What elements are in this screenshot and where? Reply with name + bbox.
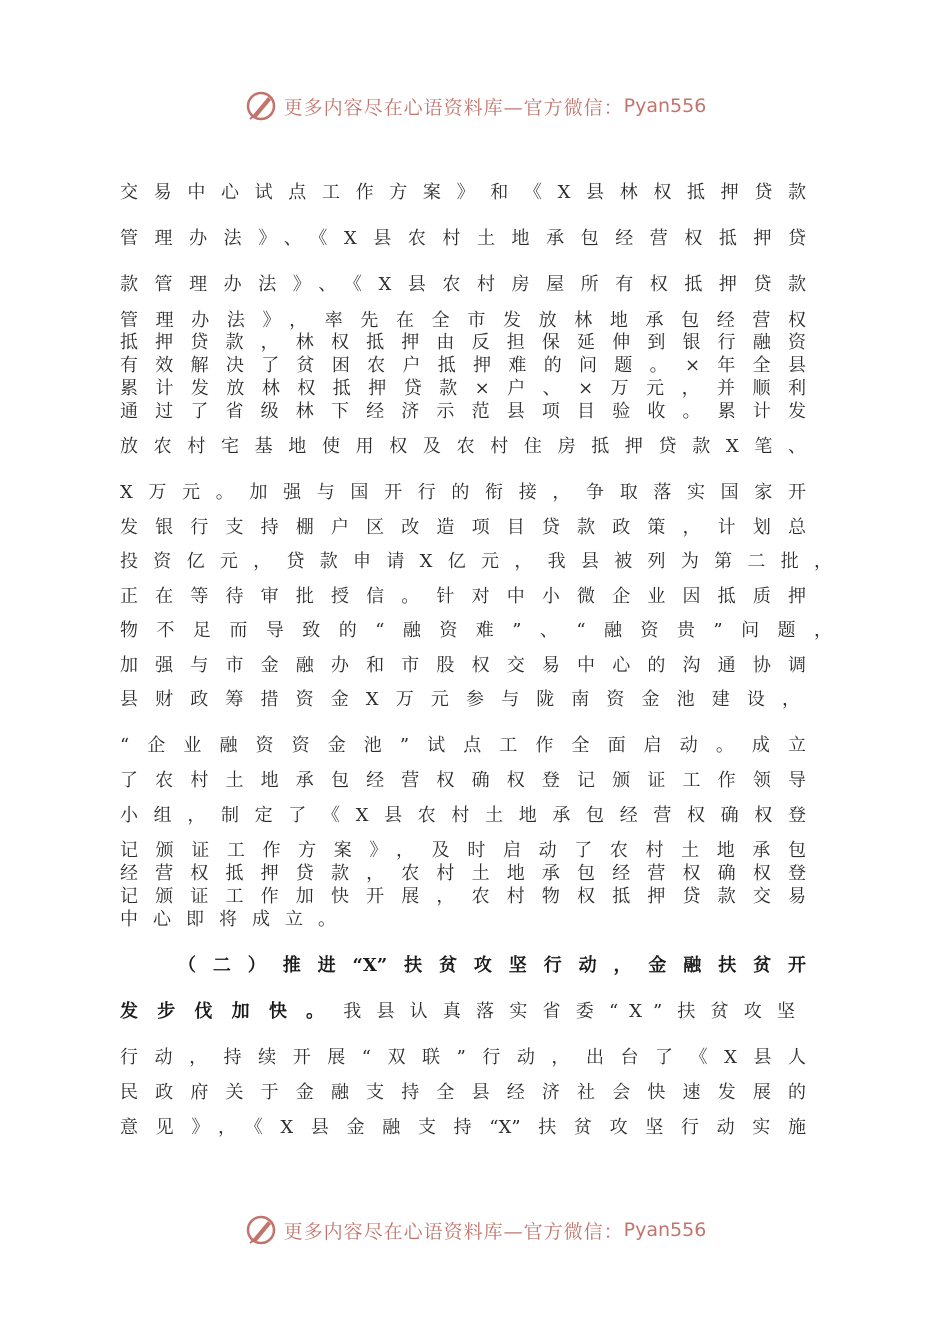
pen-logo-icon (244, 1213, 278, 1247)
text-line: 行动，持续开展“双联”行动，出台了《X县人 (120, 1047, 806, 1068)
heading-bold-tail: 发步伐加快。 (120, 1001, 344, 1022)
text-line: 交易中心试点工作方案》和《X县林权抵押贷款 (120, 182, 806, 203)
header-wechat-id: Pyan556 (623, 95, 707, 117)
text-line: 加强与市金融办和市股权交易中心的沟通协调 (120, 655, 806, 676)
text-line: 经营权抵押贷款，农村土地承包经营权确权登 (120, 863, 806, 884)
pen-logo-icon (244, 89, 278, 123)
text-line: “企业融资资金池”试点工作全面启动。成立 (120, 735, 806, 756)
text-line: 放农村宅基地使用权及农村住房抵押贷款X笔、 (120, 436, 806, 457)
header-banner (0, 86, 950, 126)
text-line: 正在等待审批授信。针对中小微企业因抵质押 (120, 586, 806, 607)
text-line: 县财政筹措资金X万元参与陇南资金池建设， (120, 689, 800, 710)
text-line: 记颁证工作加快开展，农村物权抵押贷款交易 (120, 886, 806, 907)
text-line: 中心即将成立。 (120, 909, 351, 930)
footer-banner-text: 更多内容尽在心语资料库—官方微信： (283, 1220, 624, 1243)
text-line: 管理办法》，率先在全市发放林地承包经营权 (120, 310, 806, 331)
text-line: X万元。加强与国开行的衔接，争取落实国家开 (120, 482, 806, 503)
text-line: 通过了省级林下经济示范县项目验收。累计发 (120, 401, 806, 422)
text-line: 款管理办法》、《X县农村房屋所有权抵押贷款 (120, 274, 806, 295)
text-line: 投资亿元，贷款申请X亿元，我县被列为第二批， (120, 551, 832, 572)
text-line: 民政府关于金融支持全县经济社会快速发展的 (120, 1082, 806, 1103)
text-line: 小组，制定了《X县农村土地承包经营权确权登 (120, 805, 806, 826)
text-line: 物不足而导致的“融资难”、“融资贵”问题， (120, 620, 832, 641)
text-line: 记颁证工作方案》，及时启动了农村土地承包 (120, 840, 806, 861)
header-banner-text: 更多内容尽在心语资料库—官方微信： (283, 96, 624, 119)
text-line: 意见》，《X县金融支持“X”扶贫攻坚行动实施 (120, 1117, 806, 1138)
footer-banner (0, 1210, 950, 1250)
text-line: 了农村土地承包经营权确权登记颁证工作领导 (120, 770, 806, 791)
footer-wechat-id: Pyan556 (623, 1219, 707, 1241)
heading-line-rest: 我县认真落实省委“X”扶贫攻坚 (343, 1001, 807, 1022)
text-line: 有效解决了贫困农户抵押难的问题。×年全县 (120, 355, 806, 376)
text-line: 累计发放林权抵押贷款×户、×万元，并顺利 (120, 378, 806, 399)
text-line: 抵押贷款，林权抵押由反担保延伸到银行融资 (120, 332, 806, 353)
text-line: 管理办法》、《X县农村土地承包经营权抵押贷 (120, 228, 806, 249)
heading-continuation-line (120, 1001, 806, 1023)
text-line: 发银行支持棚户区改造项目贷款政策，计划总 (120, 517, 806, 538)
section-heading: （二）推进“X”扶贫攻坚行动，金融扶贫开 (178, 955, 806, 976)
